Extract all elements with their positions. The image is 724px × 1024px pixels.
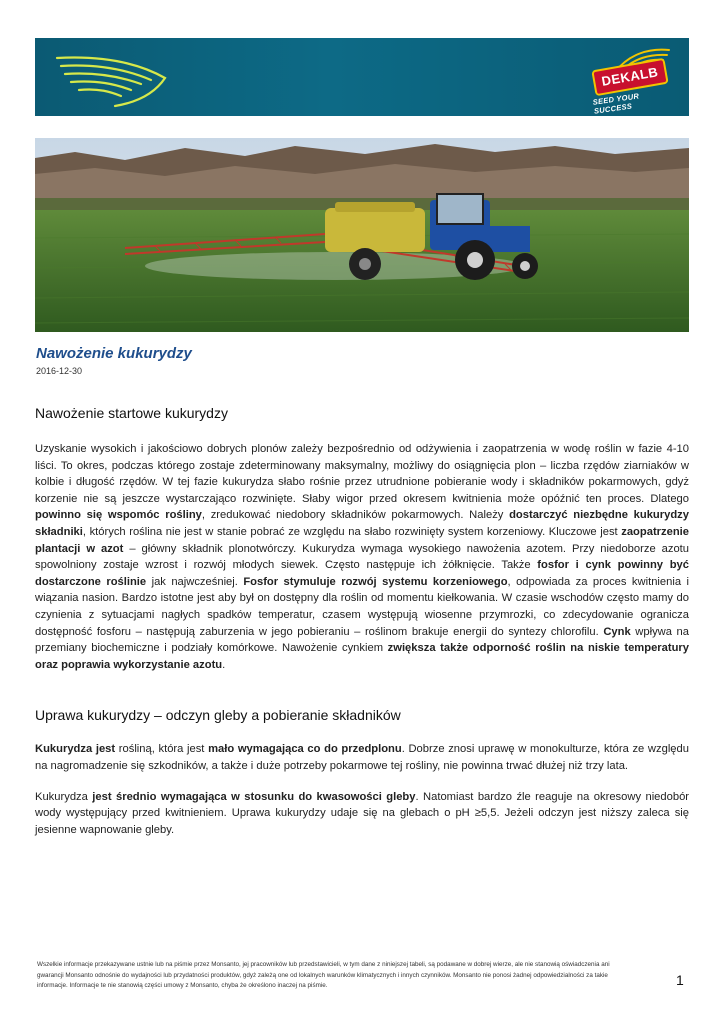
logo-tagline: SEED YOUR SUCCESS xyxy=(592,91,640,116)
article-title: Nawożenie kukurydzy xyxy=(36,345,192,362)
section-heading: Nawożenie startowe kukurydzy xyxy=(35,405,228,421)
section-heading: Uprawa kukurydzy – odczyn gleby a pobieranie składników xyxy=(35,707,401,724)
article-date: 2016-12-30 xyxy=(36,366,83,376)
page-number: 1 xyxy=(676,972,684,988)
logo-text: DEKALB xyxy=(591,58,668,96)
article-body xyxy=(35,405,689,852)
dekalb-logo[interactable] xyxy=(581,46,675,116)
paragraph: Uzyskanie wysokich i jakościowo dobrych plonów zależy bezpośrednio od odżywienia i zaopatrzenia w wodę roślin w fazie 4-10 liści. To okres, podczas którego zostaje zdeterminowany maksymalny, możliwy do osiągnięcia plon – liczba rzędów ziarniaków w kolbie i długość rzędów. W tej fazie kukurydza słabo rośnie przez utrudnione pobieranie wody i składników pokarmowych, gdyż korzenie nie są jeszcze wystarczająco rozwinięte. Słaby wigor przed okresem kwitnienia może opóźnić ten proces. Dlatego powinno się wspomóc rośliny, zredukować niedobory składników pokarmowych. Należy dostarczyć niezbędne kukurydzy składniki, których roślina nie jest w stanie pobrać ze względu na słabo rozwinięty system korzeniowy. Kluczowe jest zaopatrzenie plantacji w azot – główny składnik plonotwórczy. Kukurydza wymaga wysokiego nawożenia azotem. Przy niedoborze azotu spowolniony zostaje wzrost i rozwój młodych siewek. Często następuje ich żółknięcie. Także fosfor i cynk powinny być dostarczone roślinie jak najwcześniej. Fosfor stymuluje rozwój systemu korzeniowego, odpowiada za proces kwitnienia i wiązania nasion. Bardzo istotne jest aby był on dostępny dla roślin od momentu kiełkowania. W czasie wschodów często mamy do czynienia z sytuacjami nagłych spadków temperatur, czasem występują wiosenne przymrozki, co zdecydowanie ogranicza dostępność fosforu – następują zaburzenia w jego pobieraniu – roślinom brakuje energii do syntezy chlorofilu. Cynk wpływa na przemiany biochemiczne i podziały komórkowe. Nawożenie cynkiem zwiększa także odporność roślin na niskie temperatury oraz poprawia wykorzystanie azotu. xyxy=(35,443,690,671)
header-banner xyxy=(35,38,689,116)
tractor-sprayer-photo xyxy=(35,138,689,332)
paragraph: Kukurydza jest średnio wymagająca w stosunku do kwasowości gleby. Natomiast bardzo źle reaguje na okresowy niedobór wody występujący przed kwitnieniem. Uprawa kukurydzy udaje się na glebach o pH ≥5,5. Jeżeli odczyn jest niższy zaleca się jesienne wapnowanie gleby. xyxy=(35,790,690,836)
footer-disclaimer: Wszelkie informacje przekazywane ustnie lub na piśmie przez Monsanto, jej pracowników lub przedstawicieli, w tym dane z niniejszej tabeli, są podawane w dobrej wierze, ale nie stanowią oświadczenia ani gwarancji Monsanto odnośnie do wydajności lub przydatności produktów, gdyż zależą one od lokalnych warunków klimatycznych i innych czynników. Monsanto nie ponosi żadnej odpowiedzialności za takie informacje. Informacje te nie stanowią części umowy z Monsanto, chyba że określono inaczej na piśmie. xyxy=(37,961,610,989)
wing-icon xyxy=(53,48,173,108)
paragraph: Kukurydza jest rośliną, która jest mało wymagająca co do przedplonu. Dobrze znosi uprawę w monokulturze, która ze względu na nagromadzenie się szkodników, a także i duże potrzeby pokarmowe tej rośliny, nie powinna trwać dłużej niż trzy lata. xyxy=(35,743,689,772)
